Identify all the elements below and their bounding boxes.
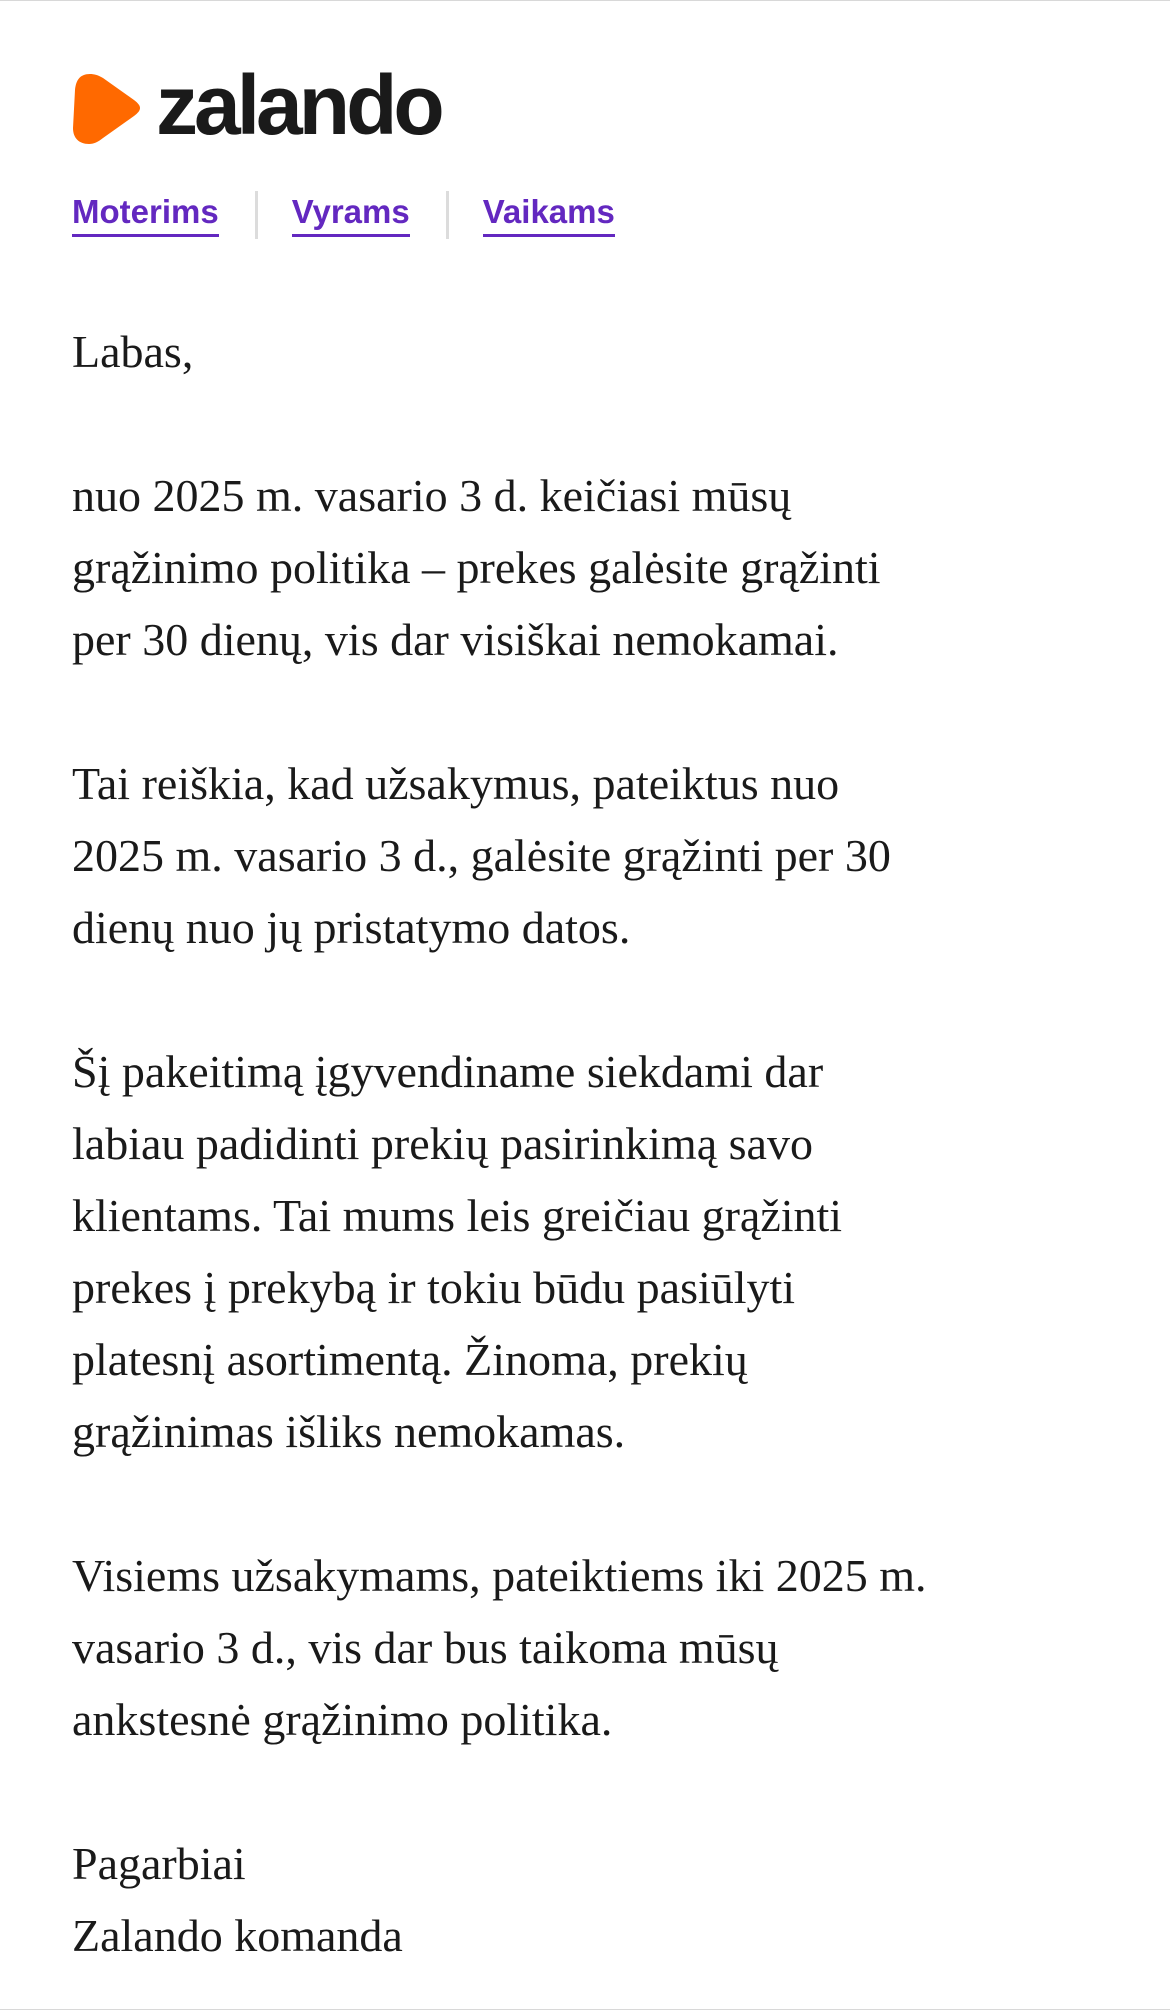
nav-link-vaikams[interactable]: Vaikams bbox=[483, 193, 615, 238]
paragraph-previous-orders bbox=[72, 1540, 1102, 1756]
paragraph-meaning bbox=[72, 748, 1102, 964]
text-line: per 30 dienų, vis dar visiškai nemokamai. bbox=[72, 614, 839, 665]
nav-divider bbox=[255, 191, 258, 239]
message-body bbox=[72, 316, 1102, 1972]
greeting bbox=[72, 316, 1102, 388]
text-line: klientams. Tai mums leis greičiau grąžinti bbox=[72, 1190, 843, 1241]
nav-link-moterims[interactable]: Moterims bbox=[72, 193, 219, 238]
paragraph-reason bbox=[72, 1036, 1102, 1468]
text-line: prekes į prekybą ir tokiu būdu pasiūlyti bbox=[72, 1262, 796, 1313]
zalando-logo[interactable] bbox=[72, 58, 441, 152]
text-line: Tai reiškia, kad užsakymus, pateiktus nuo bbox=[72, 758, 840, 809]
zalando-wordmark: zalando bbox=[156, 58, 441, 152]
text-line: vasario 3 d., vis dar bus taikoma mūsų bbox=[72, 1622, 779, 1673]
paragraph-policy-change bbox=[72, 460, 1102, 676]
text-line: platesnį asortimentą. Žinoma, prekių bbox=[72, 1334, 748, 1385]
text-line: Visiems užsakymams, pateiktiems iki 2025 m. bbox=[72, 1550, 927, 1601]
signature-text: Zalando komanda bbox=[72, 1910, 403, 1961]
text-line: grąžinimas išliks nemokamas. bbox=[72, 1406, 626, 1457]
sign-off bbox=[72, 1828, 1102, 1972]
zalando-flag-icon bbox=[72, 72, 142, 146]
text-line: dienų nuo jų pristatymo datos. bbox=[72, 902, 631, 953]
text-line: grąžinimo politika – prekes galėsite grąžinti bbox=[72, 542, 881, 593]
text-line: ankstesnė grąžinimo politika. bbox=[72, 1694, 613, 1745]
greeting-text: Labas, bbox=[72, 326, 194, 377]
text-line: nuo 2025 m. vasario 3 d. keičiasi mūsų bbox=[72, 470, 792, 521]
nav-link-vyrams[interactable]: Vyrams bbox=[292, 193, 410, 238]
text-line: labiau padidinti prekių pasirinkimą savo bbox=[72, 1118, 813, 1169]
closing-text: Pagarbiai bbox=[72, 1838, 246, 1889]
nav-divider bbox=[446, 191, 449, 239]
text-line: 2025 m. vasario 3 d., galėsite grąžinti per 30 bbox=[72, 830, 891, 881]
category-nav bbox=[72, 191, 615, 239]
text-line: Šį pakeitimą įgyvendiname siekdami dar bbox=[72, 1046, 824, 1097]
